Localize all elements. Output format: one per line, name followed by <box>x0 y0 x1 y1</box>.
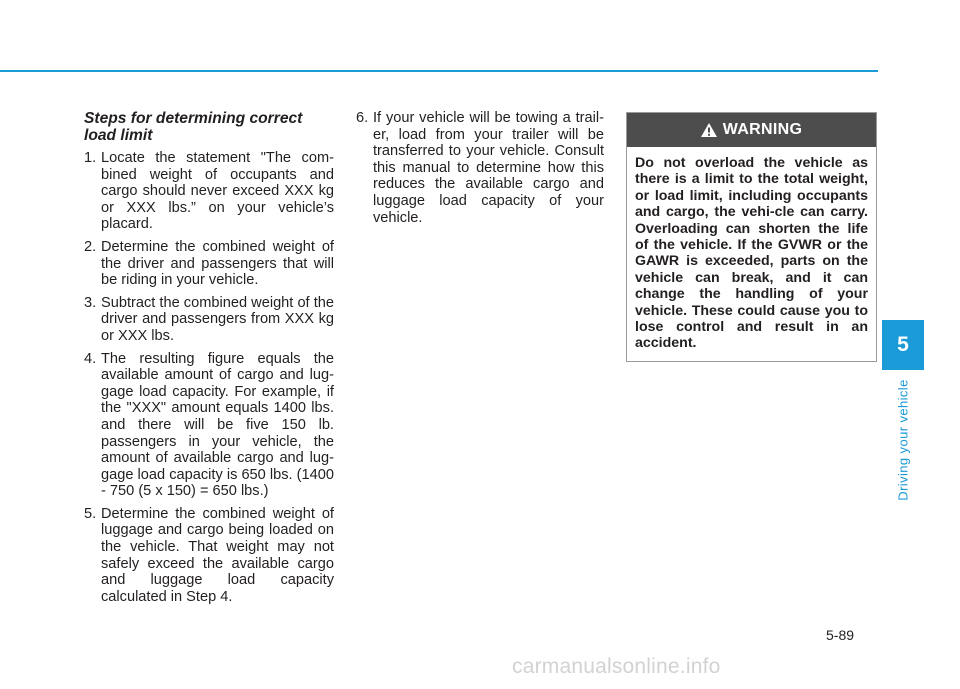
step-item <box>84 150 334 233</box>
warning-box <box>626 112 877 362</box>
step-text: If your vehicle will be towing a trail-er, load from your trailer will be transferred to your vehicle. Consult this manual to determine how this reduces the available cargo and luggage load capacity of your vehicle. <box>373 110 604 226</box>
left-column <box>84 110 334 611</box>
step-item <box>84 351 334 500</box>
middle-column <box>356 110 604 232</box>
step-item <box>84 295 334 345</box>
page-number: 5-89 <box>826 627 855 643</box>
step-number: 6. <box>356 110 369 126</box>
step-number: 3. <box>84 294 97 311</box>
warning-header <box>627 113 876 147</box>
step-text: The resulting figure equals the available amount of cargo and lug-gage load capacity. For example, if the "XXX" amount equals 1400 lbs. and there will be five 150 lb. passengers in your vehicle, the amount of available cargo and lug-gage load capacity is 650 lbs. (1400 - 750 (5 x 150) = 650 lbs.) <box>101 350 334 500</box>
step-text: Locate the statement "The com-bined weight of occupants and cargo should never exceed XXX kg or XXX lbs.” on your vehicle’s placard. <box>101 150 334 233</box>
chapter-number-tab: 5 <box>882 320 924 370</box>
chapter-title: Driving your vehicle <box>895 379 911 501</box>
step-number: 1. <box>84 150 97 166</box>
top-divider <box>0 70 878 72</box>
step-item <box>84 506 334 606</box>
step-number: 2. <box>84 238 97 255</box>
steps-list-continued <box>356 110 604 226</box>
step-number: 4. <box>84 350 97 367</box>
warning-triangle-icon <box>701 123 717 137</box>
step-text: Determine the combined weight of luggage and cargo being loaded on the vehicle. That weight may not safely exceed the available cargo and luggage load capacity calculated in Step 4. <box>101 505 334 605</box>
step-number: 5. <box>84 505 97 522</box>
watermark: carmanualsonline.info <box>512 655 721 678</box>
warning-title: WARNING <box>722 121 803 138</box>
step-item <box>84 239 334 289</box>
step-text: Determine the combined weight of the driver and passengers that will be riding in your vehicle. <box>101 238 334 289</box>
steps-list <box>84 150 334 605</box>
warning-text: Do not overload the vehicle as there is a limit to the total weight, or load limit, including occupants and cargo, the vehi-cle can carry. Overloading can shorten the life of the vehicle. If the GVWR or the GAWR is exceeded, parts on the vehicle can break, and it can change the handling of your vehicle. These could cause you to lose control and result in an accident. <box>635 155 868 352</box>
step-item <box>356 110 604 226</box>
section-heading: Steps for determining correct load limit <box>84 110 303 144</box>
step-text: Subtract the combined weight of the driver and passengers from XXX kg or XXX lbs. <box>101 294 334 344</box>
